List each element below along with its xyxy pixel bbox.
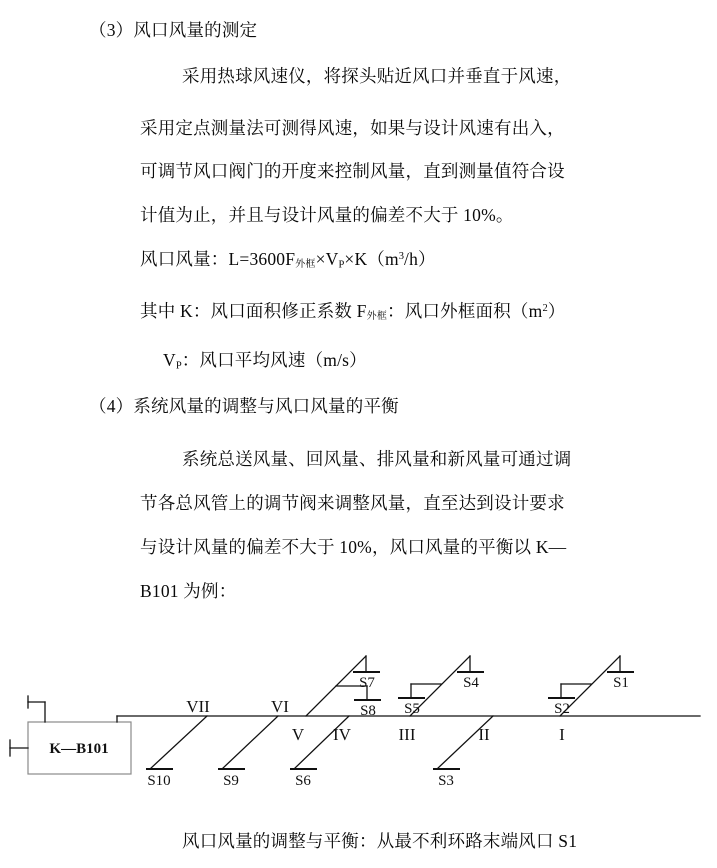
formula-legend-superscript-2: 2 xyxy=(542,303,548,315)
duct-balance-diagram xyxy=(0,636,717,816)
airflow-formula xyxy=(140,251,436,271)
section-4-paragraph-line-4: B101 为例： xyxy=(140,581,237,601)
outlet-label-s10: S10 xyxy=(147,773,171,789)
outlet-label-s8: S8 xyxy=(360,703,376,719)
outlet-label-s6: S6 xyxy=(295,773,311,789)
airflow-formula-mid: ×V xyxy=(315,249,339,269)
formula-vp-subscript: P xyxy=(175,360,182,372)
outlet-label-s3: S3 xyxy=(438,773,454,789)
section-4-paragraph-line-3: 与设计风量的偏差不大于 10%，风口风量的平衡以 K— xyxy=(140,537,567,557)
section-3-paragraph-line-1: 采用热球风速仪，将探头贴近风口并垂直于风速， xyxy=(182,66,572,86)
airflow-subscript-frame: 外框 xyxy=(295,259,316,271)
formula-legend-subscript-frame: 外框 xyxy=(366,311,388,323)
outlet-label-s2: S2 xyxy=(554,701,570,717)
ahu-label: K—B101 xyxy=(49,741,109,757)
formula-vp-symbol: V xyxy=(163,350,176,370)
section-3-paragraph-line-3: 可调节风口阀门的开度来控制风量，直到测量值符合设 xyxy=(140,161,565,181)
outlet-label-s4: S4 xyxy=(463,675,479,691)
formula-vp-text: ：风口平均风速（m/s） xyxy=(181,350,367,370)
node-label-v: V xyxy=(291,725,305,744)
formula-legend-line xyxy=(140,303,565,322)
formula-legend-mid: ：风口外框面积（m xyxy=(387,301,543,321)
airflow-formula-tail: ×K（m xyxy=(344,249,399,269)
section-3-heading: （3）风口风量的测定 xyxy=(89,20,258,40)
section-4-heading: （4）系统风量的调整与风口风量的平衡 xyxy=(89,396,399,416)
node-label-iii: III xyxy=(398,725,416,744)
airflow-formula-expression: L=3600F xyxy=(228,249,296,269)
node-label-vi: VI xyxy=(271,697,289,716)
airflow-subscript-p: P xyxy=(338,259,345,271)
branch-to-s9 xyxy=(222,716,278,769)
section-3-paragraph-line-2: 采用定点测量法可测得风速，如果与设计风速有出入， xyxy=(140,118,565,138)
section-4-paragraph-line-1: 系统总送风量、回风量、排风量和新风量可通过调 xyxy=(182,449,572,469)
formula-legend-close: ） xyxy=(547,301,566,321)
section-3-paragraph-line-4: 计值为止，并且与设计风量的偏差不大于 10%。 xyxy=(140,205,514,225)
outlet-label-s5: S5 xyxy=(404,701,420,717)
airflow-superscript-3: 3 xyxy=(398,251,405,263)
node-label-iv: IV xyxy=(333,725,351,744)
node-label-i: I xyxy=(559,725,565,744)
node-label-ii: II xyxy=(478,725,490,744)
airflow-unit-close: /h） xyxy=(404,249,436,269)
outlet-label-s7: S7 xyxy=(359,675,375,691)
branch-to-s10 xyxy=(150,716,207,769)
airflow-formula-label: 风口风量： xyxy=(140,249,229,269)
outlet-label-s9: S9 xyxy=(223,773,239,789)
node-label-vii: VII xyxy=(186,697,210,716)
diagram-caption: 风口风量的调整与平衡：从最不利环路末端风口 S1 xyxy=(182,831,578,851)
outlet-label-s1: S1 xyxy=(613,675,629,691)
section-4-paragraph-line-2: 节各总风管上的调节阀来调整风量，直至达到设计要求 xyxy=(140,493,565,513)
formula-vp-line xyxy=(163,352,367,372)
formula-legend-prefix: 其中 K：风口面积修正系数 F xyxy=(140,301,367,321)
